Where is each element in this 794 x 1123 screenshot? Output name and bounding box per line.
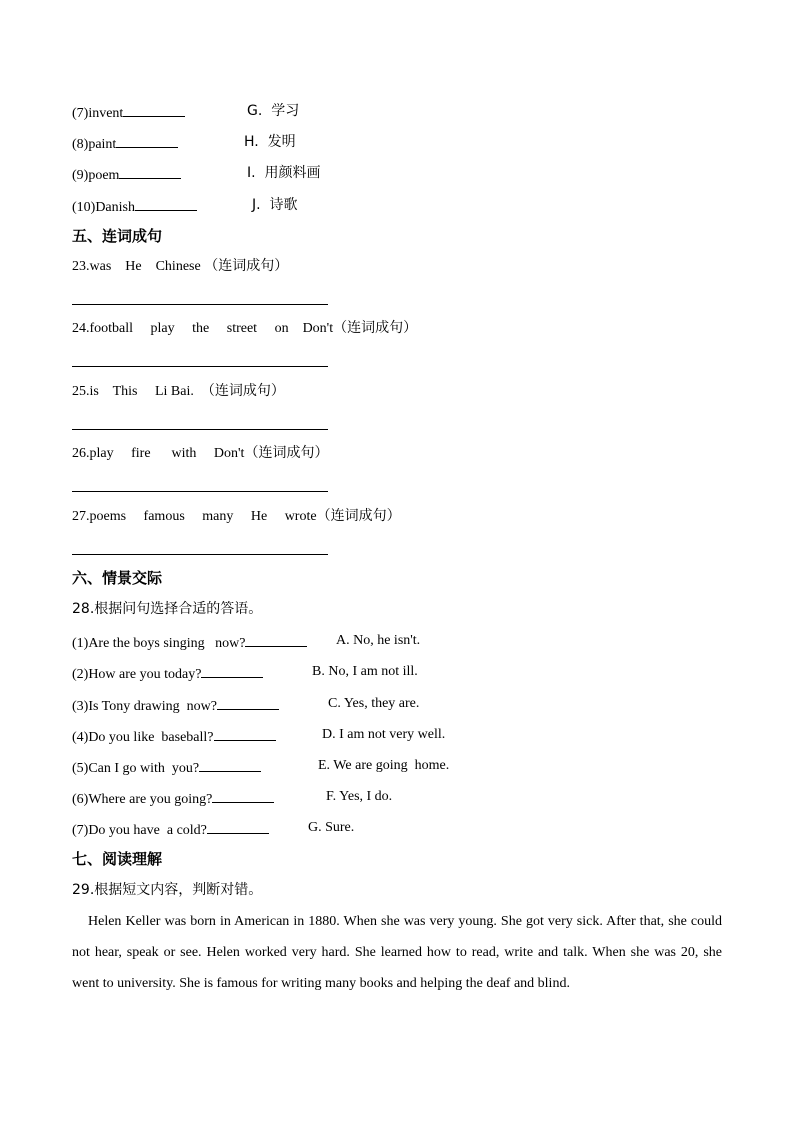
question-text: 23.was He Chinese （连词成句） [72,259,289,274]
answer-blank[interactable] [212,788,274,803]
matching-word: (8)paint [72,137,117,152]
answer-line[interactable] [72,429,328,430]
reading-passage: Helen Keller was born in American in 1880. When she was very young. She got very sick. After that, she could not hear, speak or see. Helen worked very hard. She learned how to read, write and talk. When she was 20, she went to university. She is famous for writing many books and helping the deaf and blind. [72,914,722,991]
matching-item [72,102,185,123]
answer-blank[interactable] [207,819,269,834]
matching-item [72,164,181,185]
dialogue-option: F. Yes, I do. [326,789,393,804]
dialogue-option: G. Sure. [308,820,355,835]
dialogue-question: (7)Do you have a cold? [72,819,269,840]
dialogue-question: (2)How are you today? [72,663,263,684]
matching-option: H. 发明 [244,134,296,150]
matching-word: (9)poem [72,168,120,183]
dialogue-option: A. No, he isn't. [336,633,421,648]
dialogue-question: (4)Do you like baseball? [72,726,276,747]
section-instruction: 28.根据问句选择合适的答语。 [72,601,263,617]
question-text: 26.play fire with Don't（连词成句） [72,446,329,461]
question-text: 24.football play the street on Don't（连词成句） [72,321,418,336]
answer-blank[interactable] [201,663,263,678]
section-title: 七、阅读理解 [72,850,163,868]
answer-blank[interactable] [245,632,307,647]
matching-word: (10)Danish [72,200,135,215]
section-title: 六、情景交际 [72,569,163,587]
dialogue-question: (5)Can I go with you? [72,757,261,778]
matching-option: G. 学习 [247,103,300,119]
answer-blank[interactable] [119,164,181,179]
matching-item [72,196,197,217]
matching-option: J. 诗歌 [252,197,298,213]
answer-blank[interactable] [116,133,178,148]
matching-word: (7)invent [72,106,124,121]
answer-line[interactable] [72,366,328,367]
question-text: 27.poems famous many He wrote（连词成句） [72,509,401,524]
question-text: 25.is This Li Bai. （连词成句） [72,384,285,399]
dialogue-option: D. I am not very well. [322,727,446,742]
dialogue-question: (3)Is Tony drawing now? [72,695,279,716]
answer-blank[interactable] [199,757,261,772]
dialogue-question: (6)Where are you going? [72,788,274,809]
answer-line[interactable] [72,554,328,555]
matching-option: I. 用颜料画 [247,165,321,181]
answer-blank[interactable] [135,196,197,211]
answer-line[interactable] [72,491,328,492]
answer-blank[interactable] [123,102,185,117]
section-title: 五、连词成句 [72,227,163,245]
answer-blank[interactable] [214,726,276,741]
dialogue-option: E. We are going home. [318,758,450,773]
section-instruction: 29.根据短文内容，判断对错。 [72,882,263,898]
matching-item [72,133,178,154]
answer-line[interactable] [72,304,328,305]
dialogue-option: B. No, I am not ill. [312,664,418,679]
dialogue-question: (1)Are the boys singing now? [72,632,307,653]
answer-blank[interactable] [217,695,279,710]
dialogue-option: C. Yes, they are. [328,696,420,711]
